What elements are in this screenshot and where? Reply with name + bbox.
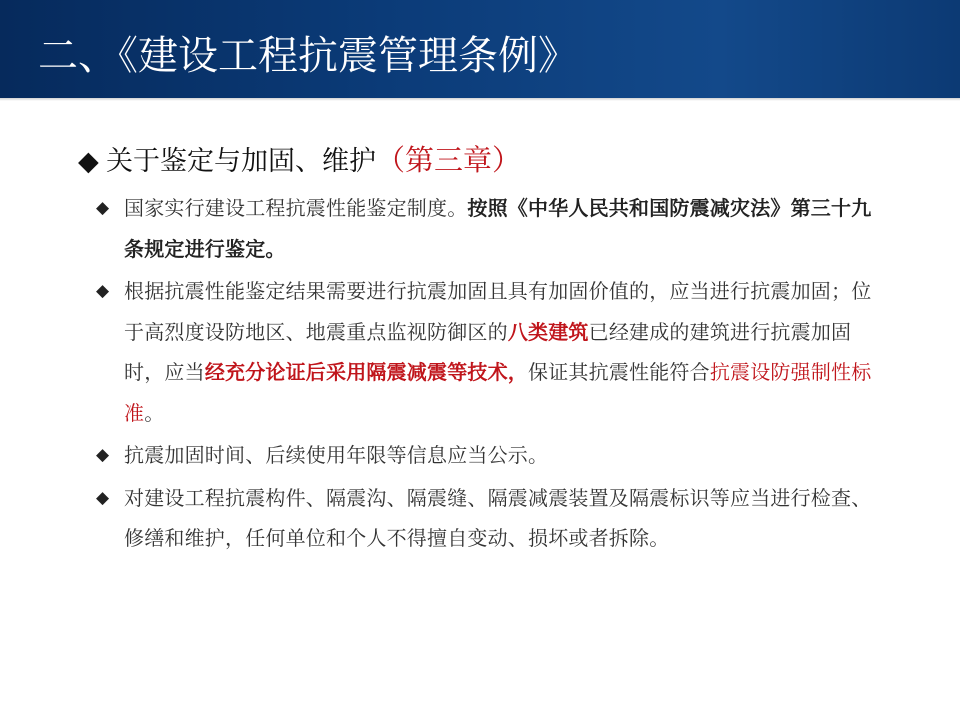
highlight-text: 抗震设防强制性标准	[124, 360, 872, 425]
list-item-text: 根据抗震性能鉴定结果需要进行抗震加固且具有加固价值的，应当进行抗震加固；位于高烈度设防地区、地震重点监视防御区的	[124, 279, 872, 344]
diamond-bullet-icon: ◆	[96, 198, 110, 218]
section-heading	[78, 140, 938, 182]
diamond-bullet-icon: ◆	[96, 487, 110, 508]
chapter-label: （第三章）	[376, 143, 522, 177]
list-item	[96, 478, 886, 559]
slide-title: 二、《建设工程抗震管理条例》	[38, 33, 578, 79]
bullet-list	[96, 188, 886, 559]
list-item-text: 抗震加固时间、后续使用年限等信息应当公示。	[124, 443, 549, 467]
diamond-bullet-icon: ◆	[96, 281, 110, 301]
highlight-text: 八类建筑	[507, 319, 589, 344]
list-item-text: 保证其抗震性能符合	[528, 360, 710, 384]
diamond-bullet-icon: ◆	[96, 445, 110, 465]
list-item-text: 已经建成的建筑进行抗震加固时，应当	[124, 319, 852, 384]
list-item-text: 国家实行建设工程抗震性能鉴定制度。	[124, 196, 468, 220]
diamond-bullet-icon: ◆	[78, 146, 99, 177]
title-banner	[0, 0, 960, 98]
highlight-text: 经充分论证后采用隔震减震等技术，	[204, 360, 529, 384]
list-item	[96, 188, 886, 269]
list-item	[96, 435, 886, 476]
list-item	[96, 271, 886, 433]
section-heading-text: 关于鉴定与加固、维护	[106, 146, 376, 177]
list-item-text: 对建设工程抗震构件、隔震沟、隔震缝、隔震减震装置及隔震标识等应当进行检查、修缮和维护，任何单位和个人不得擅自变动、损坏或者拆除。	[124, 485, 872, 550]
list-item-text: 。	[144, 400, 165, 425]
list-item-bold-text: 按照《中华人民共和国防震减灾法》第三十九条规定进行鉴定。	[124, 196, 872, 261]
